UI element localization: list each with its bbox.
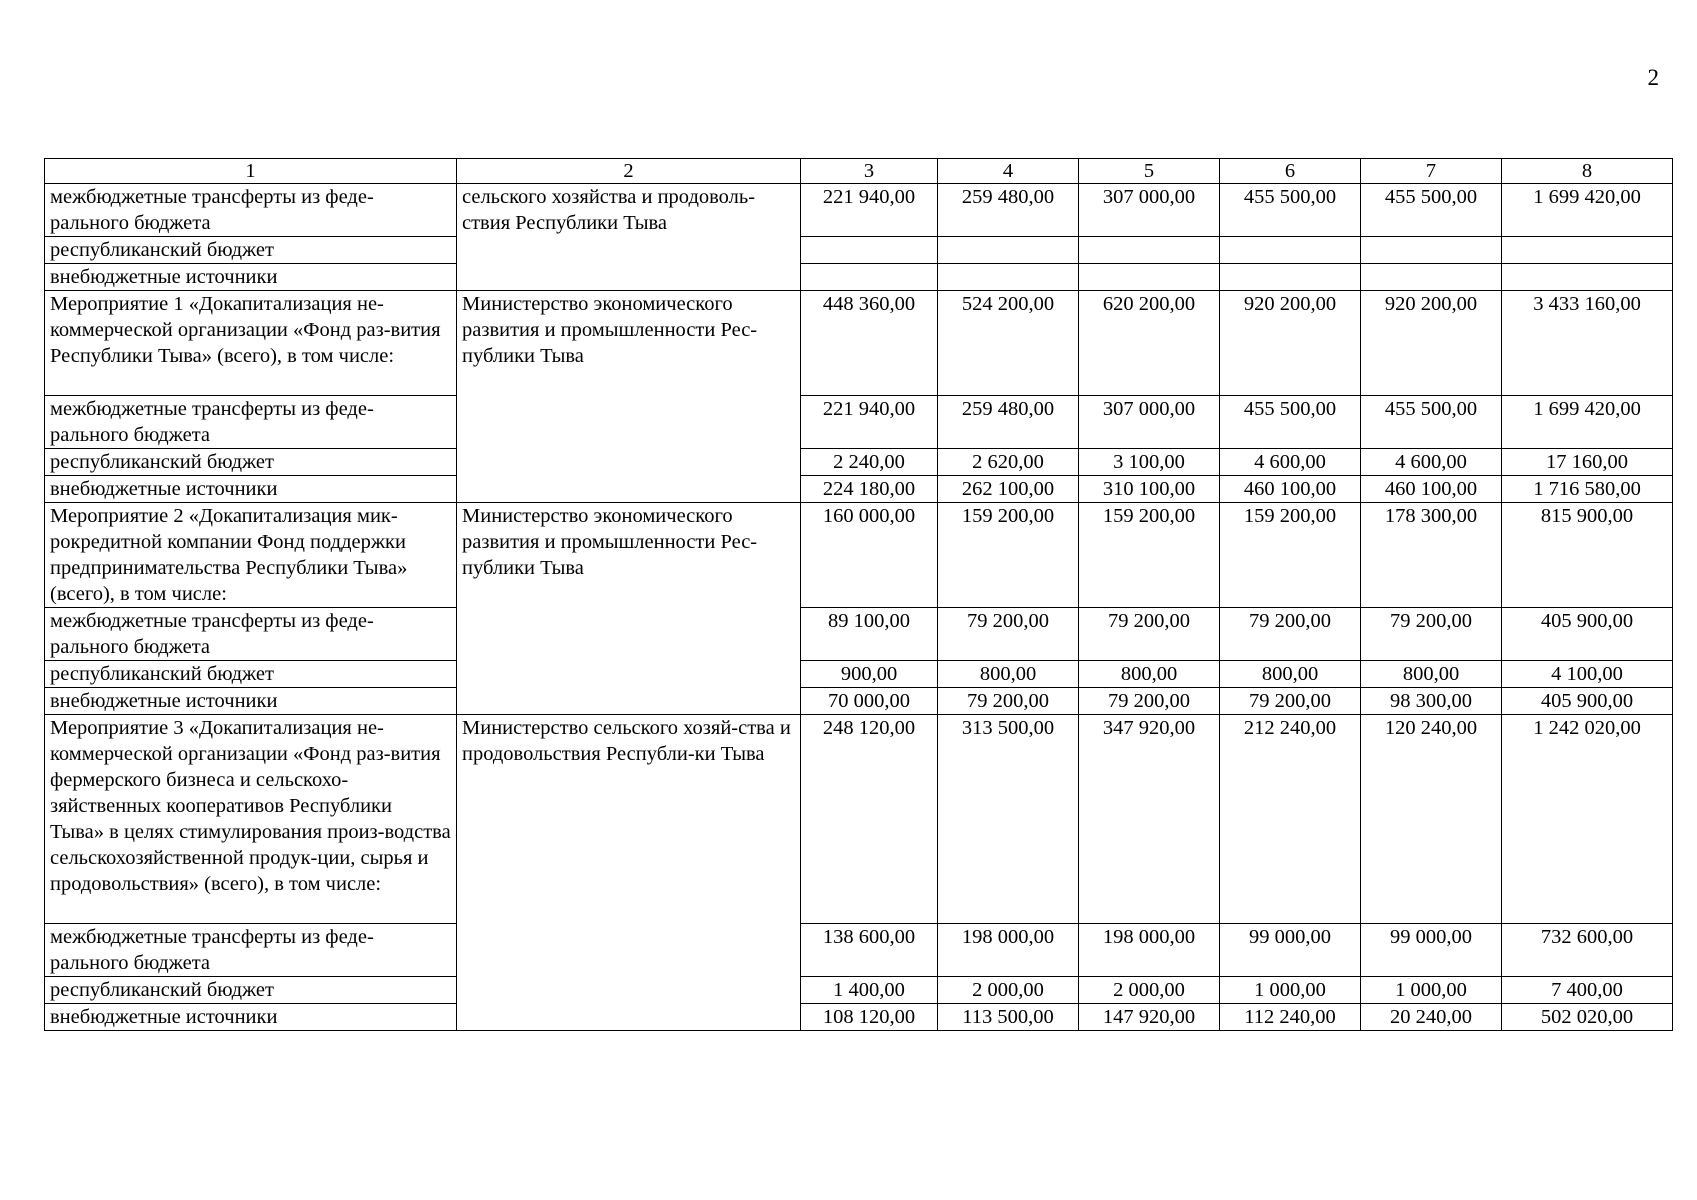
- table-row: [45, 661, 1673, 688]
- table-row: [45, 396, 1673, 449]
- value-cell: 159 200,00: [1079, 503, 1220, 608]
- value-cell: 17 160,00: [1502, 449, 1673, 476]
- value-cell: [801, 264, 938, 291]
- table-row: [45, 924, 1673, 977]
- column-number: 6: [1220, 159, 1361, 184]
- row-label: межбюджетные трансферты из феде-рального бюджета: [45, 608, 457, 661]
- column-number: 1: [45, 159, 457, 184]
- measure-label: Мероприятие 1 «Докапитализация не-коммерческой организации «Фонд раз-вития Республики Тыва» (всего), в том числе:: [45, 291, 457, 396]
- value-cell: 455 500,00: [1220, 396, 1361, 449]
- value-cell: 198 000,00: [1079, 924, 1220, 977]
- value-cell: 221 940,00: [801, 396, 938, 449]
- value-cell: 79 200,00: [1220, 608, 1361, 661]
- page-number: 2: [1647, 65, 1659, 90]
- value-cell: 455 500,00: [1361, 396, 1502, 449]
- value-cell: 1 699 420,00: [1502, 184, 1673, 237]
- value-cell: 259 480,00: [938, 184, 1079, 237]
- table-row: [45, 715, 1673, 924]
- value-cell: 160 000,00: [801, 503, 938, 608]
- value-cell: 224 180,00: [801, 476, 938, 503]
- value-cell: [801, 237, 938, 264]
- row-label: внебюджетные источники: [45, 688, 457, 715]
- column-number: 4: [938, 159, 1079, 184]
- value-cell: [1361, 237, 1502, 264]
- value-cell: 4 600,00: [1361, 449, 1502, 476]
- value-cell: 347 920,00: [1079, 715, 1220, 924]
- column-number-row: [45, 159, 1673, 184]
- value-cell: 7 400,00: [1502, 977, 1673, 1004]
- value-cell: 79 200,00: [938, 688, 1079, 715]
- value-cell: 307 000,00: [1079, 184, 1220, 237]
- value-cell: [1361, 264, 1502, 291]
- value-cell: 1 400,00: [801, 977, 938, 1004]
- value-cell: 112 240,00: [1220, 1004, 1361, 1031]
- value-cell: 455 500,00: [1361, 184, 1502, 237]
- table-row: [45, 1004, 1673, 1031]
- table-row: [45, 503, 1673, 608]
- measure-label: Мероприятие 3 «Докапитализация не-коммерческой организации «Фонд раз-вития фермерского бизнеса и сельскохо-зяйственных кооперативов Республики Тыва» в целях стимулирования произ-водства сельскохозяйственной продук-ции, сырья и продовольствия» (всего), в том числе:: [45, 715, 457, 924]
- value-cell: 460 100,00: [1220, 476, 1361, 503]
- row-label: республиканский бюджет: [45, 449, 457, 476]
- value-cell: 524 200,00: [938, 291, 1079, 396]
- table-row: [45, 237, 1673, 264]
- value-cell: [938, 237, 1079, 264]
- value-cell: 2 000,00: [1079, 977, 1220, 1004]
- table-row: [45, 264, 1673, 291]
- value-cell: 113 500,00: [938, 1004, 1079, 1031]
- value-cell: 159 200,00: [938, 503, 1079, 608]
- value-cell: [1502, 264, 1673, 291]
- row-label: республиканский бюджет: [45, 977, 457, 1004]
- value-cell: [938, 264, 1079, 291]
- value-cell: 138 600,00: [801, 924, 938, 977]
- row-label: межбюджетные трансферты из феде-рального бюджета: [45, 924, 457, 977]
- row-label: внебюджетные источники: [45, 1004, 457, 1031]
- value-cell: 405 900,00: [1502, 608, 1673, 661]
- value-cell: 178 300,00: [1361, 503, 1502, 608]
- value-cell: 800,00: [1361, 661, 1502, 688]
- value-cell: 448 360,00: [801, 291, 938, 396]
- value-cell: 221 940,00: [801, 184, 938, 237]
- value-cell: 79 200,00: [1079, 608, 1220, 661]
- value-cell: 4 100,00: [1502, 661, 1673, 688]
- value-cell: 732 600,00: [1502, 924, 1673, 977]
- value-cell: 313 500,00: [938, 715, 1079, 924]
- value-cell: 1 699 420,00: [1502, 396, 1673, 449]
- value-cell: 460 100,00: [1361, 476, 1502, 503]
- value-cell: 307 000,00: [1079, 396, 1220, 449]
- column-number: 5: [1079, 159, 1220, 184]
- value-cell: 455 500,00: [1220, 184, 1361, 237]
- value-cell: [1220, 264, 1361, 291]
- value-cell: 198 000,00: [938, 924, 1079, 977]
- value-cell: [1079, 264, 1220, 291]
- value-cell: 3 433 160,00: [1502, 291, 1673, 396]
- value-cell: 248 120,00: [801, 715, 938, 924]
- table-row: [45, 977, 1673, 1004]
- table-row: [45, 476, 1673, 503]
- value-cell: 800,00: [1220, 661, 1361, 688]
- value-cell: 70 000,00: [801, 688, 938, 715]
- value-cell: 262 100,00: [938, 476, 1079, 503]
- responsible-executor: Министерство экономического развития и промышленности Рес-публики Тыва: [457, 503, 801, 715]
- value-cell: 2 000,00: [938, 977, 1079, 1004]
- value-cell: 4 600,00: [1220, 449, 1361, 476]
- row-label: республиканский бюджет: [45, 237, 457, 264]
- value-cell: 502 020,00: [1502, 1004, 1673, 1031]
- row-label: межбюджетные трансферты из феде-рального бюджета: [45, 396, 457, 449]
- column-number: 3: [801, 159, 938, 184]
- column-number: 2: [457, 159, 801, 184]
- column-number: 8: [1502, 159, 1673, 184]
- value-cell: [1220, 237, 1361, 264]
- value-cell: 1 242 020,00: [1502, 715, 1673, 924]
- value-cell: 259 480,00: [938, 396, 1079, 449]
- financing-table: [44, 158, 1673, 1031]
- responsible-executor: сельского хозяйства и продоволь-ствия Республики Тыва: [457, 184, 801, 291]
- row-label: внебюджетные источники: [45, 476, 457, 503]
- value-cell: 79 200,00: [1079, 688, 1220, 715]
- value-cell: 800,00: [1079, 661, 1220, 688]
- value-cell: 800,00: [938, 661, 1079, 688]
- table-row: [45, 291, 1673, 396]
- value-cell: 99 000,00: [1220, 924, 1361, 977]
- responsible-executor: Министерство сельского хозяй-ства и продовольствия Республи-ки Тыва: [457, 715, 801, 1031]
- value-cell: 920 200,00: [1220, 291, 1361, 396]
- table-row: [45, 449, 1673, 476]
- value-cell: 159 200,00: [1220, 503, 1361, 608]
- value-cell: 920 200,00: [1361, 291, 1502, 396]
- value-cell: 79 200,00: [1220, 688, 1361, 715]
- table-row: [45, 184, 1673, 237]
- value-cell: [1079, 237, 1220, 264]
- column-number: 7: [1361, 159, 1502, 184]
- responsible-executor: Министерство экономического развития и промышленности Рес-публики Тыва: [457, 291, 801, 503]
- value-cell: 79 200,00: [938, 608, 1079, 661]
- value-cell: 79 200,00: [1361, 608, 1502, 661]
- value-cell: 405 900,00: [1502, 688, 1673, 715]
- value-cell: 98 300,00: [1361, 688, 1502, 715]
- table-row: [45, 688, 1673, 715]
- value-cell: 815 900,00: [1502, 503, 1673, 608]
- value-cell: 89 100,00: [801, 608, 938, 661]
- value-cell: 120 240,00: [1361, 715, 1502, 924]
- row-label: межбюджетные трансферты из феде-ральногo бюджета: [45, 184, 457, 237]
- value-cell: 3 100,00: [1079, 449, 1220, 476]
- value-cell: 108 120,00: [801, 1004, 938, 1031]
- value-cell: 620 200,00: [1079, 291, 1220, 396]
- row-label: республиканский бюджет: [45, 661, 457, 688]
- value-cell: 20 240,00: [1361, 1004, 1502, 1031]
- value-cell: 900,00: [801, 661, 938, 688]
- value-cell: 310 100,00: [1079, 476, 1220, 503]
- value-cell: [1502, 237, 1673, 264]
- value-cell: 99 000,00: [1361, 924, 1502, 977]
- value-cell: 2 620,00: [938, 449, 1079, 476]
- value-cell: 1 000,00: [1361, 977, 1502, 1004]
- value-cell: 2 240,00: [801, 449, 938, 476]
- value-cell: 212 240,00: [1220, 715, 1361, 924]
- table-row: [45, 608, 1673, 661]
- row-label: внебюджетные источники: [45, 264, 457, 291]
- value-cell: 1 716 580,00: [1502, 476, 1673, 503]
- value-cell: 147 920,00: [1079, 1004, 1220, 1031]
- value-cell: 1 000,00: [1220, 977, 1361, 1004]
- measure-label: Мероприятие 2 «Докапитализация мик-рокредитной компании Фонд поддержки предпринимательства Республики Тыва» (всего), в том числе:: [45, 503, 457, 608]
